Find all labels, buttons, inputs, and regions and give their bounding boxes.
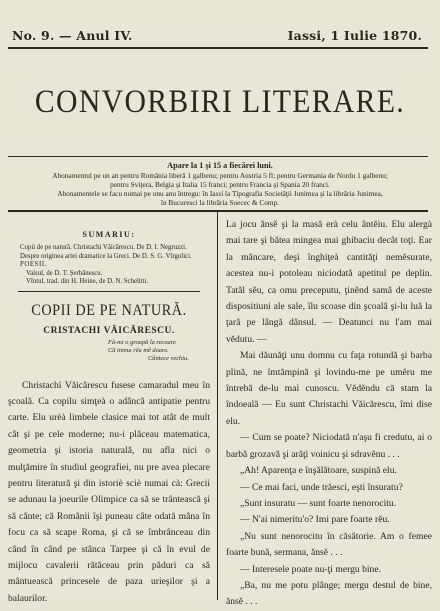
summary-item: Despre originea artei dramatice la Greci. De D. S. G. Vîrgolici. [20, 252, 192, 260]
issue-header [12, 28, 422, 43]
dialogue-line: „Ah! Aparenţa e înşălătoare, suspină elu. [240, 465, 397, 477]
notice-line: în Bucuresci la librăria Soecec & Comp. [160, 198, 280, 207]
article-paragraph: La jocu ănsĕ şi la masă erà celu ântĕiu. Elu alergà mai tare şi bătea mingea mai ghibaciu decât toţi. Ear la mâncare, deşi înghiţeà cantităţi nemĕsurate, acestea nu-i potoleau niciodată apetitul pe deplin. Tatăl sĕu, ca omu preceputu, ţinĕnd samă de aceste dispositiuni ale sale, îlu scoase din şcoală şi-lu luă la ţară pe lângă dânsul. — Deatunci nu l'am mai vĕdutu. — [226, 219, 432, 345]
epigraph-author: Cântece vechiu. [148, 355, 189, 363]
left-column [8, 230, 210, 607]
dialogue-line: — N'ai nimeritu'o? Imi pare foarte rĕu. [240, 514, 390, 526]
dialogue-line: — Ce mai faci, unde trăesci, eşti însuratu? [240, 481, 403, 493]
epigraph [108, 339, 210, 364]
issue-date: Iassi, 1 Iulie 1870. [287, 28, 422, 43]
header-rule [8, 47, 428, 49]
summary-item: Copii de pe natură. Christachi Văicărescu. De D. I. Negruzzi. [20, 244, 187, 251]
issue-number: No. 9. — Anul IV. [12, 28, 133, 43]
article-paragraph: Mai dăunăţi unu domnu cu faţa rotundă şi barba plină, ne îmtămpină şi lovindu-me pe umĕru me întrebă de-lu mai cunoscu. Vĕdĕndu că stam la îndoeală — Eu sunt Christachi Văicărescu, îmi dise elu. [226, 350, 432, 427]
notice-line: pentru Sviţera, Belgia și Italia 15 franci; pentru Francia și Spania 20 franci. [110, 180, 330, 189]
summary-item: Valsul, de D. T. Șerbănescu. [26, 269, 103, 277]
summary-item: Vîntul, trad. din H. Heine, de D. N. Schelitti. [26, 278, 149, 286]
summary-section: POESII. [20, 261, 48, 269]
epigraph-line: Că inima rĕu mĕ doare. [108, 347, 169, 355]
masthead-rule [8, 156, 428, 157]
dialogue-line: — Cum se poate? Niciodată n'aşu fi credutu, ai o barbă grozavă şi arăţi voinicu şi sdravĕnu . . . [226, 432, 432, 460]
notice-line: Abonamentul pe un an pentru România liberă 1 galbenu; pentru Austria 5 fl; pentru Germania de Nordu 1 galbenu; [52, 171, 388, 180]
masthead-title: CONVORBIRI LITERARE. [34, 84, 406, 120]
subscription-notice [10, 161, 430, 207]
summary-list [8, 244, 210, 287]
article-title: COPII DE PE NATURĂ. [31, 301, 187, 319]
dialogue-line: „Nu sunt nenorocitu în căsătorie. Am o femee foarte bună, sermana, ănsĕ . . . [226, 530, 432, 559]
article-paragraph: Christachi Văicărescu fusese camaradul meu în şcoală. Ca copilu simţeà o adâncă antipatie pentru carte. Elu urèà limbele clasice mai tot atât de mult cât şi pe cele moderne; nu-i plăceau matematica, geometria şi istoria naturală, nu afla nici o mulţămire în studiul geografiei, nu pre avea plecare pentru literatură şi din istoriè sciè numai cà: Grecii se adunau la joeurile Olimpice ca să se trântească şi să cânte; că Românii îşi puneau câte odată mâna în focu ca să scape Roma, şi că se îmbrânceau din când în când pe stânca Tarpee şi că în evul de mijlocu cavalerii rătăceau prin păduri ca să mântuească princesele de paza urieşilor şi a balaurilor. [8, 379, 210, 604]
publication-frequency: Apare la 1 și 15 a fiecărei luni. [167, 161, 273, 170]
article-subtitle: CRISTACHI VĂICĂRESCU. [43, 325, 175, 336]
right-column [226, 217, 432, 611]
epigraph-line: Fă-mi o groapă la recoare [108, 338, 176, 346]
column-divider [217, 212, 218, 600]
article-body-right [226, 217, 432, 611]
notice-rule [8, 210, 428, 212]
notice-line: Abonamentele se facu numai pe unu anu întregu: în Iassi la Tipografia Societăţii Junimea și la librăria Junimea, [57, 189, 383, 198]
dialogue-line: — Interesele poate nu-ţi mergu bine. [240, 563, 382, 575]
dialogue-line: „Ba, nu me potu plânge; mergu destul de bine, ănsĕ . . . [226, 579, 432, 608]
dialogue-line: „Sunt insuratu — sunt foarte nenorocitu. [240, 497, 397, 509]
summary-rule [18, 291, 200, 292]
article-body-left [8, 378, 210, 608]
summary-heading: SUMARIU: [82, 230, 136, 239]
